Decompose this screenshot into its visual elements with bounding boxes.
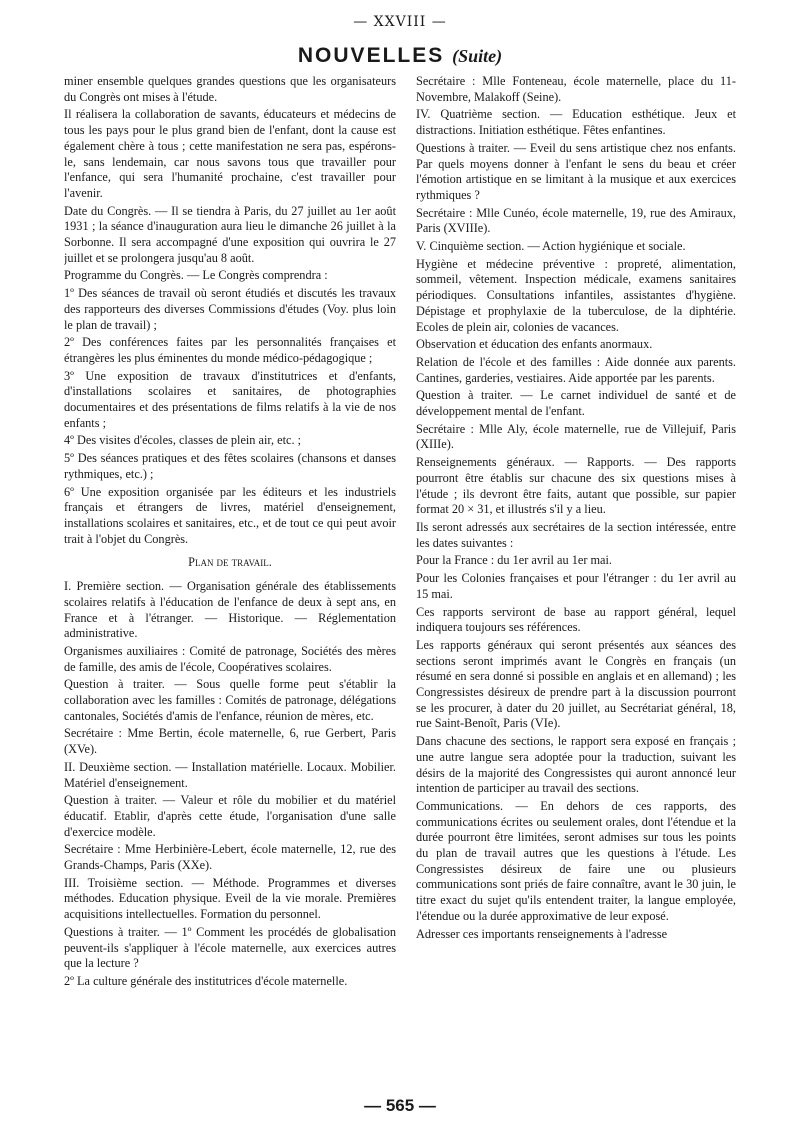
right-column (416, 74, 736, 1094)
paragraph: Secrétaire : Mme Bertin, école maternelle, 6, rue Gerbert, Paris (XVe). (64, 726, 396, 757)
roman-page-number: — XXVIII — (353, 14, 447, 30)
paragraph: III. Troisième section. — Méthode. Programmes et diverses méthodes. Education physique. Eveil de la vie morale. Premières acquisitions intellectuelles. Formation du personnel. (64, 875, 396, 922)
paragraph: Communications. — En dehors de ces rapports, des communications écrites ou seulement orales, dont l'étendue et la durée pourront être limitées, seront admises sur tous les points du plan de travail autres que les questions à l'étude. Les Congressistes désireux de faire une ou plusieurs communications sont priés de faire connaître, avant le 30 juin, le titre exact du sujet qu'ils entendent traiter, la langue employée, l'étendue ou la durée approximative de leur exposé. (416, 798, 736, 923)
paragraph: Relation de l'école et des familles : Aide donnée aux parents. Cantines, garderies, vestiaires. Aide apportée par les parents. (416, 354, 736, 385)
paragraph: 6º Une exposition organisée par les éditeurs et les industriels français et étrangers de livres, matériel d'enseignement, installations scolaires et sanitaires, etc., et de tout ce qui peut avoir trait à l'objet du Congrès. (64, 484, 396, 546)
page-title (0, 44, 800, 68)
paragraph: 5º Des séances pratiques et des fêtes scolaires (chansons et danses rythmiques, etc.) ; (64, 451, 396, 481)
paragraph: Secrétaire : Mme Herbinière-Lebert, école maternelle, 12, rue des Grands-Champs, Paris (XXe). (64, 842, 396, 873)
paragraph: Question à traiter. — Valeur et rôle du mobilier et du matériel éducatif. Etablir, d'après cette étude, l'organisation d'une salle d'exercice modèle. (64, 793, 396, 839)
paragraph: Dans chacune des sections, le rapport sera exposé en français ; une autre langue sera adoptée pour la traduction, suivant les désirs de la majorité des Congressistes qui auront annoncé leur intention de participer au travail des sections. (416, 734, 736, 796)
paragraph: 2º Des conférences faites par les personnalités françaises et étrangères les plus éminentes du monde médico-pédagogique ; (64, 335, 396, 365)
paragraph: Secrétaire : Mlle Aly, école maternelle, rue de Villejuif, Paris (XIIIe). (416, 421, 736, 452)
paragraph: II. Deuxième section. — Installation matérielle. Locaux. Mobilier. Matériel d'enseignement. (64, 759, 396, 790)
paragraph: Secrétaire : Mlle Cunéo, école maternelle, 19, rue des Amiraux, Paris (XVIIIe). (416, 205, 736, 236)
paragraph: 4º Des visites d'écoles, classes de plein air, etc. ; (64, 433, 302, 448)
paragraph: Il réalisera la collaboration de savants, éducateurs et médecins de tous les pays pour le plus grand bien de l'enfant, dont la cause est également chère à tous ; cette manifestation ne sera pas, espérons-le, sans lendemain, car nous savons tous que travailler pour l'enfance, qui sera l'humanité prochaine, c'est travailler pour l'avenir. (64, 107, 396, 200)
paragraph: miner ensemble quelques grandes questions que les organisateurs du Congrès ont mises à l'étude. (64, 74, 396, 104)
paragraph: Pour les Colonies françaises et pour l'étranger : du 1er avril au 15 mai. (416, 571, 736, 601)
section-heading: Plan de travail. (188, 555, 272, 570)
paragraph: Questions à traiter. — 1º Comment les procédés de globalisation peuvent-ils s'appliquer à l'école maternelle, aux exercices autres que la lecture ? (64, 924, 396, 971)
paragraph: 3º Une exposition de travaux d'institutrices et d'enfants, d'installations scolaires et sanitaires, de photographies documentaires et des présentations de films relatifs à la vie de nos enfants ; (64, 368, 396, 430)
paragraph: Les rapports généraux qui seront présentés aux séances des sections seront imprimés avant le Congrès en français (un résumé en sera donné si possible en anglais et en allemand) ; les Congressistes désireux de prendre part à la discussion pourront se les procurer, à dater du 20 juillet, au Secrétariat général, 18, rue Saint-Benoît, Paris (VIe). (416, 637, 736, 731)
paragraph: Organismes auxiliaires : Comité de patronage, Sociétés des mères de famille, des amis de l'école, Coopératives scolaires. (64, 643, 396, 674)
paragraph: Questions à traiter. — Eveil du sens artistique chez nos enfants. Par quels moyens donner à l'enfant le sens du beau et créer l'émotion artistique en se limitant à la musique et aux exercices rythmiques ? (416, 140, 736, 202)
paragraph: 1º Des séances de travail où seront étudiés et discutés les travaux des rapporteurs des diverses Commissions d'études (Voy. plus loin le plan de travail) ; (64, 286, 396, 332)
paragraph: Date du Congrès. — Il se tiendra à Paris, du 27 juillet au 1er août 1931 ; la séance d'inauguration aura lieu le dimanche 26 juillet à la Sorbonne. Il sera accompagné d'une exposition qui ouvrira le 27 juillet et se prolongera jusqu'au 8 août. (64, 203, 396, 265)
paragraph: Programme du Congrès. — Le Congrès comprendra : (64, 268, 328, 283)
paragraph: IV. Quatrième section. — Education esthétique. Jeux et distractions. Initiation esthétique. Fêtes enfantines. (416, 107, 736, 138)
left-column (64, 74, 396, 1094)
title-suffix: (Suite) (452, 46, 503, 66)
paragraph: 2º La culture générale des institutrices d'école maternelle. (64, 973, 348, 988)
paragraph: Pour la France : du 1er avril au 1er mai. (416, 553, 612, 568)
paragraph: Secrétaire : Mlle Fonteneau, école maternelle, place du 11-Novembre, Malakoff (Seine). (416, 74, 736, 104)
paragraph: Adresser ces importants renseignements à l'adresse (416, 926, 668, 941)
paragraph: Ces rapports serviront de base au rapport général, lequel indiquera toujours ses références. (416, 604, 736, 635)
paragraph: Ils seront adressés aux secrétaires de la section intéressée, entre les dates suivantes : (416, 519, 736, 550)
paragraph: I. Première section. — Organisation générale des établissements scolaires relatifs à l'éducation de l'enfance de deux à sept ans, en France et à l'étranger. — Historique. — Réglementation administrative. (64, 579, 396, 641)
paragraph: Question à traiter. — Le carnet individuel de santé et de développement mental de l'enfant. (416, 388, 736, 419)
paragraph: Observation et éducation des enfants anormaux. (416, 337, 653, 352)
page-number: — 565 — (364, 1096, 436, 1115)
paragraph: Question à traiter. — Sous quelle forme peut s'établir la collaboration avec les familles : Comités de patronage, délégations cantonales, Sociétés d'amis de l'enfance, réunion de mères, etc. (64, 677, 396, 723)
title-main: NOUVELLES (297, 44, 445, 67)
paragraph: V. Cinquième section. — Action hygiénique et sociale. (416, 239, 686, 254)
paragraph: Renseignements généraux. — Rapports. — Des rapports pourront être établis sur chacune des six questions mises à l'étude ; ils devront être faits, autant que possible, sur papier format 20 × 31, et illustrés s'il y a lieu. (416, 455, 736, 517)
paragraph: Hygiène et médecine préventive : propreté, alimentation, sommeil, vêtement. Inspection médicale, examens sanitaires périodiques. Consultations infantiles, assistantes d'hygiène. Dépistage et prophylaxie de la tuberculose, de la diphtérie. Ecoles de plein air, colonies de vacances. (416, 256, 736, 334)
